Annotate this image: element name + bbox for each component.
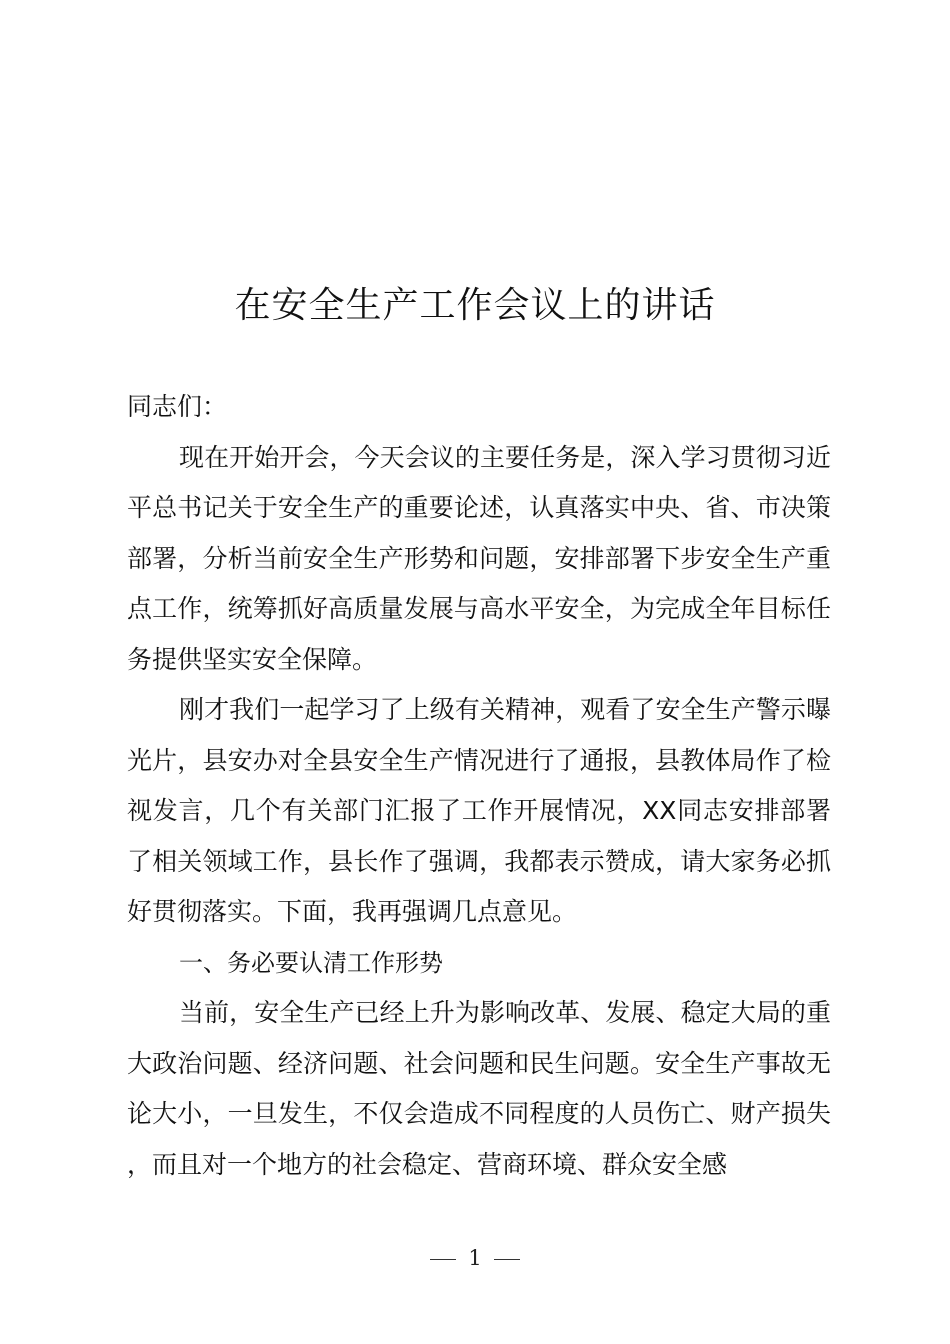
document-body [127, 382, 831, 1190]
paragraph-opening: 现在开始开会，今天会议的主要任务是，深入学习贯彻习近平总书记关于安全生产的重要论述，认真落实中央、省、市决策部署，分析当前安全生产形势和问题，安排部署下步安全生产重点工作，统筹抓好高质量发展与高水平安全，为完成全年目标任务提供坚实安全保障。 [127, 442, 831, 674]
page-footer [0, 1244, 950, 1272]
footer-dash-left [430, 1259, 456, 1260]
salutation: 同志们： [127, 392, 228, 421]
document-title: 在安全生产工作会议上的讲话 [234, 285, 716, 326]
paragraph-summary: 刚才我们一起学习了上级有关精神，观看了安全生产警示曝光片，县安办对全县安全生产情况进行了通报，县教体局作了检视发言，几个有关部门汇报了工作开展情况，XX同志安排部署了相关领域工作，县长作了强调，我都表示赞成，请大家务必抓好贯彻落实。下面，我再强调几点意见。 [127, 695, 831, 926]
page-number: 1 [468, 1246, 482, 1270]
section-paragraph: 当前，安全生产已经上升为影响改革、发展、稳定大局的重大政治问题、经济问题、社会问题和民生问题。安全生产事故无论大小，一旦发生，不仅会造成不同程度的人员伤亡、财产损失，而且对一个地方的社会稳定、营商环境、群众安全感 [127, 998, 831, 1179]
section-heading: 一、务必要认清工作形势 [179, 948, 443, 977]
footer-dash-right [494, 1259, 520, 1260]
